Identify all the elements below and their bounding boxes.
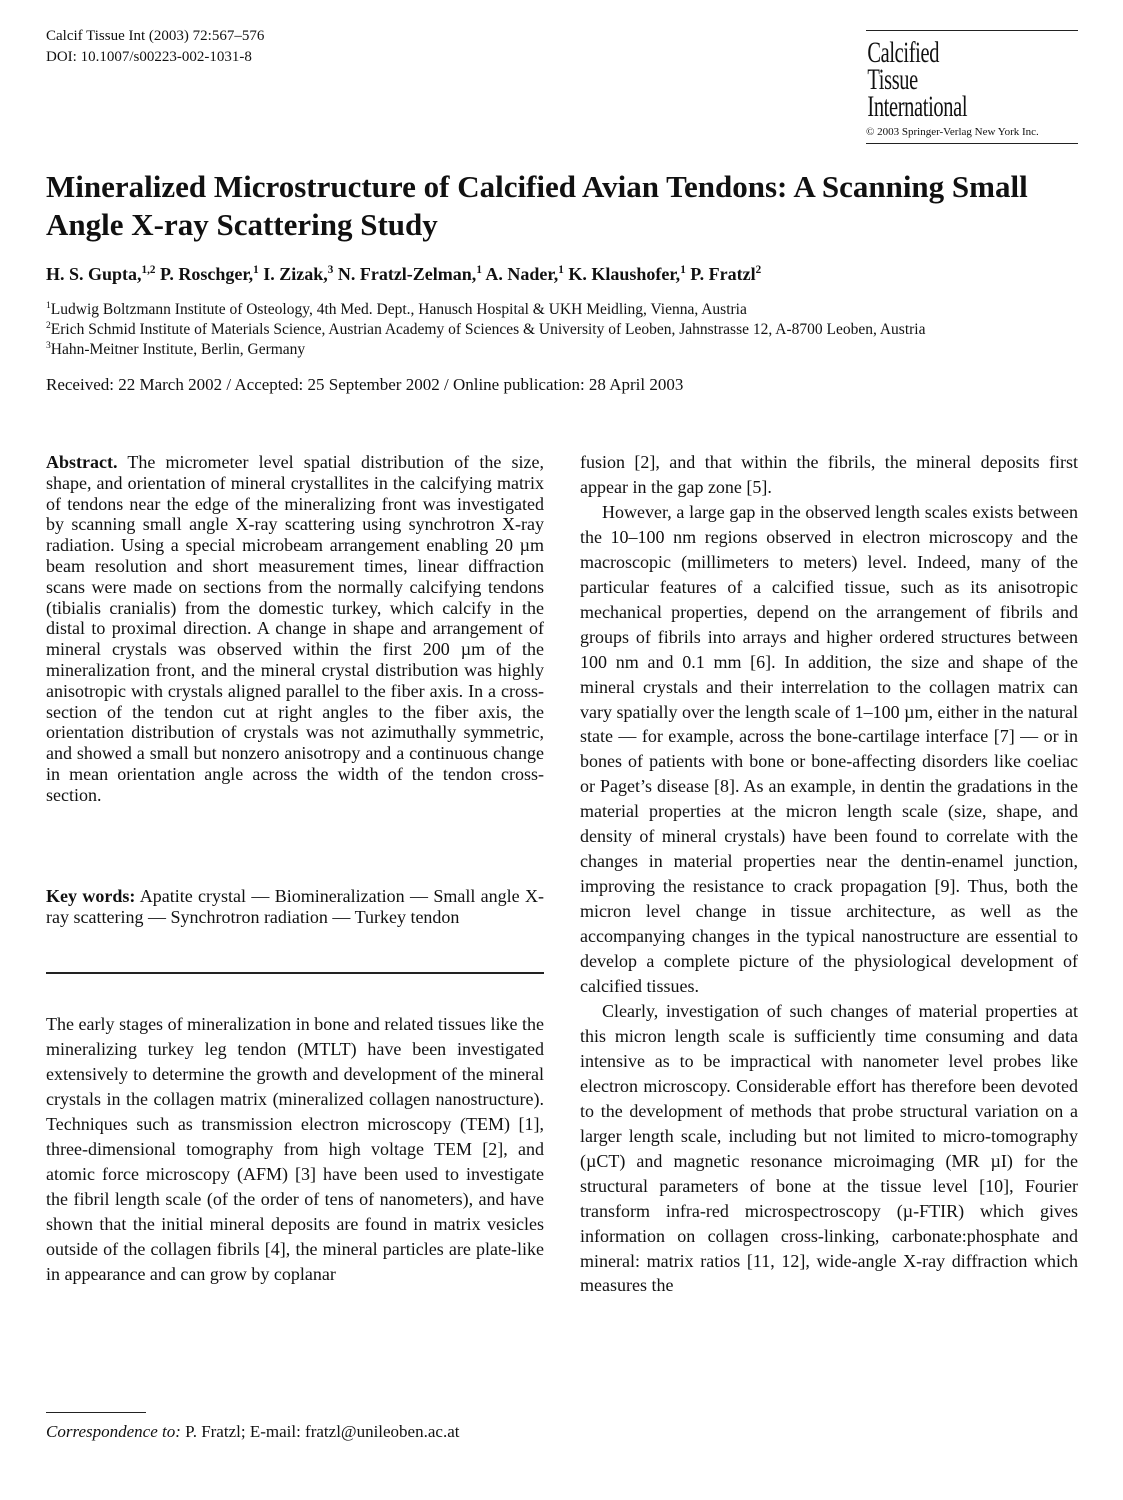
affiliation: $^2$Erich Schmid Institute of Materials Science, Austrian Academy of Sciences & University of Leoben, Jahnstrasse 12, A-8700 Leoben, Austria xyxy=(46,319,926,338)
correspondence-label: Correspondence to: xyxy=(46,1422,181,1441)
journal-citation: Calcif Tissue Int (2003) 72:567–576 xyxy=(46,28,265,44)
keywords xyxy=(46,886,544,928)
author: A. Nader,$^1$ xyxy=(485,264,564,284)
intro-paragraph: The early stages of mineralization in bone and related tissues like the mineralizing turkey leg tendon (MTLT) have been investigated extensively to determine the growth and development of the mineral crystals in the collagen matrix (mineralized collagen nanostructure). Techniques such as transmission electron microscopy (TEM) [1], three-dimensional tomography from high voltage TEM [2], and atomic force microscopy (AFM) [3] have been used to investigate the fibril length scale (of the order of tens of nanometers), and have shown that the initial mineral deposits are found in matrix vesicles outside of the collagen fibrils [4], the mineral particles are plate-like in appearance and can grow by coplanar xyxy=(46,1014,544,1284)
correspondence-footnote xyxy=(46,1422,459,1442)
received-dates: Received: 22 March 2002 / Accepted: 25 September 2002 / Online publication: 28 April 2003 xyxy=(46,375,684,394)
author: P. Fratzl$^2$ xyxy=(690,264,762,284)
journal-reference xyxy=(46,26,264,68)
journal-logo xyxy=(866,30,1078,144)
affiliation: $^3$Hahn-Meitner Institute, Berlin, Germany xyxy=(46,339,306,358)
copyright: © 2003 Springer-Verlag New York Inc. xyxy=(866,126,1039,138)
paragraph: However, a large gap in the observed length scales exists between the 10–100 nm regions observed in electron microscopy and the macroscopic (millimeters to meters) level. Indeed, many of the particular features of a calcified tissue, such as its anisotropic mechanical properties, depend on the arrangement of fibrils and groups of fibrils into arrays and higher ordered structures between 100 nm and 0.1 mm [6]. In addition, the size and shape of the mineral crystals and their interrelation to the collagen matrix can vary spatially over the length scale of 1–100 µm, either in the natural state — for example, across the bone-cartilage interface [7] — or in bones of patients with bone or bone-affecting disorders like coeliac or Paget’s disease [8]. As an example, in dentin the gradations in the material properties at the micron length scale (size, shape, and density of mineral crystals) have been found to correlate with the changes in material properties near the dentin-enamel junction, improving the resistance to crack propagation [9]. Thus, both the micron level change in tissue architecture, as well as the accompanying changes in the typical nanostructure are essential to develop a complete picture of the physiological development of calcified tissues. xyxy=(580,501,1078,997)
logo-line-1: Calcified xyxy=(867,36,940,69)
author: I. Zizak,$^3$ xyxy=(263,264,334,284)
abstract-label: Abstract. xyxy=(46,452,118,472)
logo-line-2: Tissue xyxy=(867,63,918,96)
right-column xyxy=(580,450,1078,1298)
author: K. Klaushofer,$^1$ xyxy=(568,264,686,284)
author: N. Fratzl-Zelman,$^1$ xyxy=(337,264,482,284)
paper-title: Mineralized Microstructure of Calcified Avian Tendons: A Scanning Small Angle X-ray Scattering Study xyxy=(46,169,1028,242)
abstract xyxy=(46,452,544,806)
affiliation: $^1$Ludwig Boltzmann Institute of Osteology, 4th Med. Dept., Hanusch Hospital & UKH Meidling, Vienna, Austria xyxy=(46,299,747,318)
affiliations xyxy=(46,300,925,360)
author: P. Roschger,$^1$ xyxy=(159,264,259,284)
paragraph: fusion [2], and that within the fibrils, the mineral deposits first appear in the gap zone [5]. xyxy=(580,452,1078,497)
abstract-text: The micrometer level spatial distribution of the size, shape, and orientation of mineral crystallites in the calcifying matrix of tendons near the edge of the mineralizing front was investigated by scanning small angle X-ray scattering using synchrotron X-ray radiation. Using a special microbeam arrangement enabling 20 µm beam resolution and short measurement times, linear diffraction scans were made on sections from the normally calcifying tendons (tibialis cranialis) from the domestic turkey, which calcify in the distal to proximal direction. A change in shape and arrangement of mineral crystals was observed within the first 200 µm of the mineralization front, and the mineral crystal distribution was highly anisotropic with crystals aligned parallel to the fiber axis. In a cross-section of the tendon cut at right angles to the fiber axis, the orientation distribution of crystals was not azimuthally symmetric, and showed a small but nonzero anisotropy and a continuous change in mean orientation angle across the width of the tendon cross-section. xyxy=(46,452,544,805)
author-list xyxy=(46,264,761,285)
paragraph: Clearly, investigation of such changes of material properties at this micron length scale is sufficiently time consuming and data intensive as to be impractical with nanometer level probes like electron microscopy. Considerable effort has therefore been devoted to the development of methods that probe structural variation on a larger length scale, including but not limited to micro-tomography (µCT) and magnetic resonance microimaging (MR µI) for the structural parameters of bone at the tissue level [10], Fourier transform infra-red microspectroscopy (µ-FTIR) which gives information on collagen cross-linking, carbonate:phosphate and mineral: matrix ratios [11, 12], wide-angle X-ray diffraction which measures the xyxy=(580,1000,1078,1296)
footnote-rule xyxy=(46,1412,146,1413)
correspondence-text: P. Fratzl; E-mail: fratzl@unileoben.ac.at xyxy=(185,1422,460,1441)
author: H. S. Gupta,$^{1,2}$ xyxy=(46,264,156,284)
keywords-text: Apatite crystal — Biomineralization — Small angle X-ray scattering — Synchrotron radiation — Turkey tendon xyxy=(46,886,544,927)
section-divider xyxy=(46,972,544,974)
keywords-label: Key words: xyxy=(46,886,136,906)
logo-rule-bottom xyxy=(866,143,1078,144)
logo-line-3: International xyxy=(867,90,968,123)
doi: DOI: 10.1007/s00223-002-1031-8 xyxy=(46,49,252,65)
logo-wordmark xyxy=(866,31,1010,123)
